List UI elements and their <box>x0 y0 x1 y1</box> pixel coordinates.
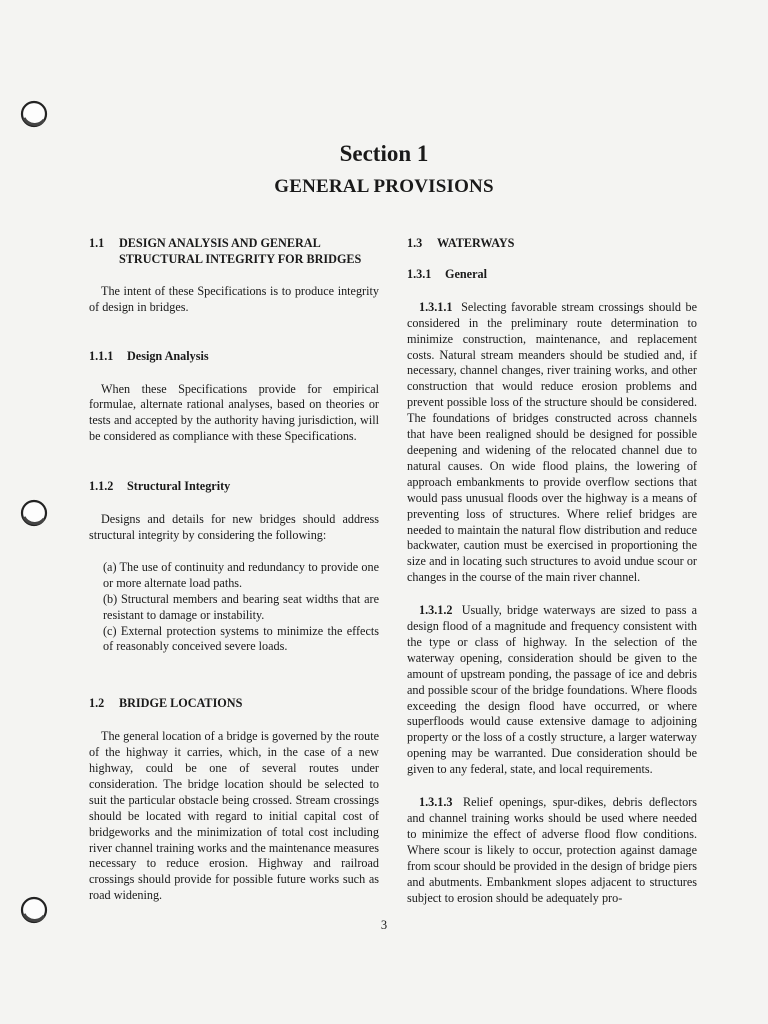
punch-hole-icon <box>18 497 50 529</box>
heading-1-3-1 <box>407 267 697 283</box>
heading-text: BRIDGE LOCATIONS <box>119 696 243 711</box>
heading-number: 1.3 <box>407 236 423 250</box>
heading-number: 1.1.1 <box>89 348 114 363</box>
paragraph-1-1-1: When these Specifications provide for empirical formulae, alternate rational analyses, based on theories or tests and accepted by the authority having jurisdiction, will be considered as compliance with these Specifications. <box>89 381 379 444</box>
paragraph-number: 1.3.1.1 <box>419 299 453 314</box>
left-column <box>89 236 379 904</box>
list-item-c: (c) External protection systems to minimize the effects of reasonably conceived severe loads. <box>103 623 379 654</box>
heading-text: DESIGN ANALYSIS AND GENERAL STRUCTURAL INTEGRITY FOR BRIDGES <box>119 236 362 266</box>
heading-number: 1.2 <box>89 696 105 711</box>
heading-number: 1.3.1 <box>407 266 432 281</box>
heading-number: 1.1.2 <box>89 479 114 494</box>
right-column <box>407 236 697 906</box>
section-subtitle: GENERAL PROVISIONS <box>274 176 494 197</box>
heading-number: 1.1 <box>89 236 105 250</box>
heading-text: General <box>445 266 487 281</box>
page-number: 3 <box>380 918 388 932</box>
paragraph-1-3-1-3 <box>407 795 697 906</box>
paragraph-1-3-1-2 <box>407 603 697 778</box>
paragraph-text: Selecting favorable stream crossings should be considered in the preliminary route determination to minimize construction, maintenance, and replacement costs. Natural stream meanders should be studied and, if necessary, channel changes, river training works, and other construction that would reduce erosion problems and prevent possible loss of the structure should be considered. The foundations of bridges constructed across channels that have been realigned should be designed for possible deepening and widening of the relocated channel due to natural causes. On wide flood plains, the lowering of approach embankments to provide overflow sections that would pass unusual floods over the highway is a means of preventing loss of structures. Where relief bridges are needed to maintain the natural flow distribution and reduce backwater, caution must be exercised in proportioning the size and in locating such structures to avoid undue scour or changes in the course of the main river channel. <box>407 299 697 585</box>
paragraph-text: Usually, bridge waterways are sized to pass a design flood of a magnitude and frequency consistent with the type or class of highway. In the selection of the waterway opening, consideration should be given to the amount of upstream ponding, the passage of ice and debris and possible scour of the bridge foundations. Where floods exceeding the design flood have occurred, or where superfloods would cause extensive damage to adjoining property or the loss of a costly structure, a larger waterway opening may be warranted. Due consideration should be given to any federal, state, and local requirements. <box>407 603 698 777</box>
paragraph-1-1-2: Designs and details for new bridges should address structural integrity by considering the following: <box>89 512 379 542</box>
paragraph-text: Relief openings, spur-dikes, debris deflectors and channel training works should be used where needed to minimize the effect of adverse flood flow conditions. Where scour is likely to occur, protection against damage from scour should be provided in the design of bridge piers and abutments. Embankment slopes adjacent to structures subject to erosion should be adequately pro- <box>407 795 697 905</box>
list-item-b: (b) Structural members and bearing seat widths that are resistant to damage or instability. <box>103 591 379 622</box>
heading-1-1-1 <box>89 349 379 365</box>
list-item-a: (a) The use of continuity and redundancy to provide one or more alternate load paths. <box>103 559 379 590</box>
section-title: Section 1 <box>339 141 429 166</box>
paragraph-1-2: The general location of a bridge is governed by the route of the highway it carries, which, in the case of a new highway, could be one of several routes under consideration. The bridge location should be selected to suit the particular obstacle being crossed. Stream crossings should be located with regard to initial capital cost of bridgeworks and the minimization of total cost including river channel training works and the maintenance measures necessary to reduce erosion. Highway and railroad crossings should provide for possible future works such as road widening. <box>89 729 379 903</box>
heading-1-1-2 <box>89 479 379 495</box>
heading-1-1 <box>89 236 379 268</box>
heading-text: WATERWAYS <box>437 236 515 250</box>
punch-hole-icon <box>18 98 50 130</box>
paragraph-number: 1.3.1.2 <box>419 603 453 618</box>
paragraph-number: 1.3.1.3 <box>419 795 453 810</box>
heading-1-2 <box>89 696 379 712</box>
heading-text: Design Analysis <box>127 348 209 363</box>
heading-1-3 <box>407 236 697 252</box>
paragraph-1-3-1-1 <box>407 300 697 586</box>
heading-text: Structural Integrity <box>127 479 231 494</box>
paragraph-1-1: The intent of these Specifications is to produce integrity of design in bridges. <box>89 283 379 314</box>
